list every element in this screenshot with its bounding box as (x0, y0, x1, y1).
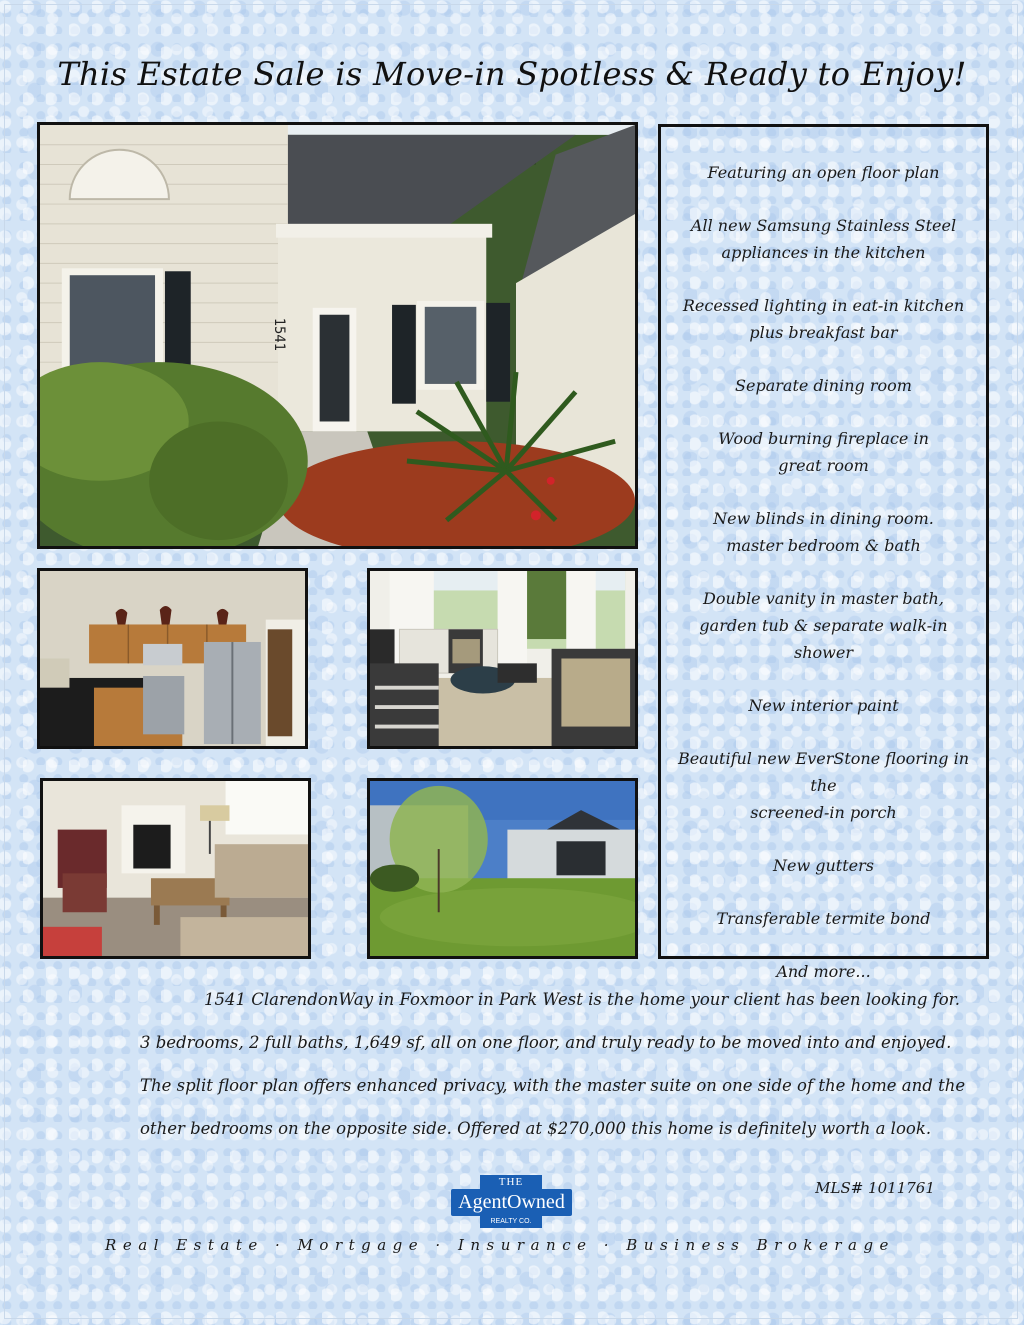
feature-item: Featuring an open floor plan (707, 163, 940, 182)
logo-bottom-text: REALTY CO. (480, 1215, 542, 1228)
feature-item: Recessed lighting in eat-in kitchen plus breakfast bar (682, 296, 965, 342)
description-line: 1541 ClarendonWay in Foxmoor in Park West is the home your client has been looking for. (204, 990, 960, 1009)
photo-house-front (37, 122, 638, 549)
feature-item: Transferable termite bond (716, 909, 931, 928)
feature-item: Beautiful new EverStone flooring in the screened-in porch (677, 749, 970, 822)
feature-item: Separate dining room (735, 376, 912, 395)
feature-item: And more... (776, 962, 871, 981)
feature-item: Double vanity in master bath, garden tub & separate walk-in shower (699, 589, 948, 662)
mls-number: MLS# 1011761 (815, 1179, 935, 1197)
feature-item: Wood burning fireplace in great room (718, 429, 929, 475)
logo-main-text: AgentOwned (451, 1189, 572, 1216)
photo-porch (367, 568, 638, 749)
description-line: 3 bedrooms, 2 full baths, 1,649 sf, all on one floor, and truly ready to be moved into and enjoyed. (140, 1033, 952, 1052)
description (140, 985, 966, 1157)
feature-item: All new Samsung Stainless Steel appliances in the kitchen (690, 216, 957, 262)
features-box (658, 124, 989, 981)
feature-item: New interior paint (748, 696, 899, 715)
house-number: 1541 (271, 317, 288, 351)
feature-item: New gutters (773, 856, 874, 875)
description-line: The split floor plan offers enhanced privacy, with the master suite on one side of the home and the (140, 1076, 966, 1095)
agentowned-logo (451, 1175, 572, 1232)
logo-top-text: THE (480, 1175, 542, 1190)
headline: This Estate Sale is Move-in Spotless & Ready to Enjoy! (57, 55, 967, 93)
feature-item: New blinds in dining room. master bedroom & bath (713, 509, 934, 555)
photo-backyard (367, 778, 638, 959)
description-line: other bedrooms on the opposite side. Offered at $270,000 this home is definitely worth a look. (140, 1119, 932, 1138)
photo-living-room (40, 778, 311, 959)
features-list (661, 127, 986, 985)
photo-kitchen (37, 568, 308, 749)
tagline: Real Estate · Mortgage · Insurance · Business Brokerage (105, 1236, 895, 1254)
